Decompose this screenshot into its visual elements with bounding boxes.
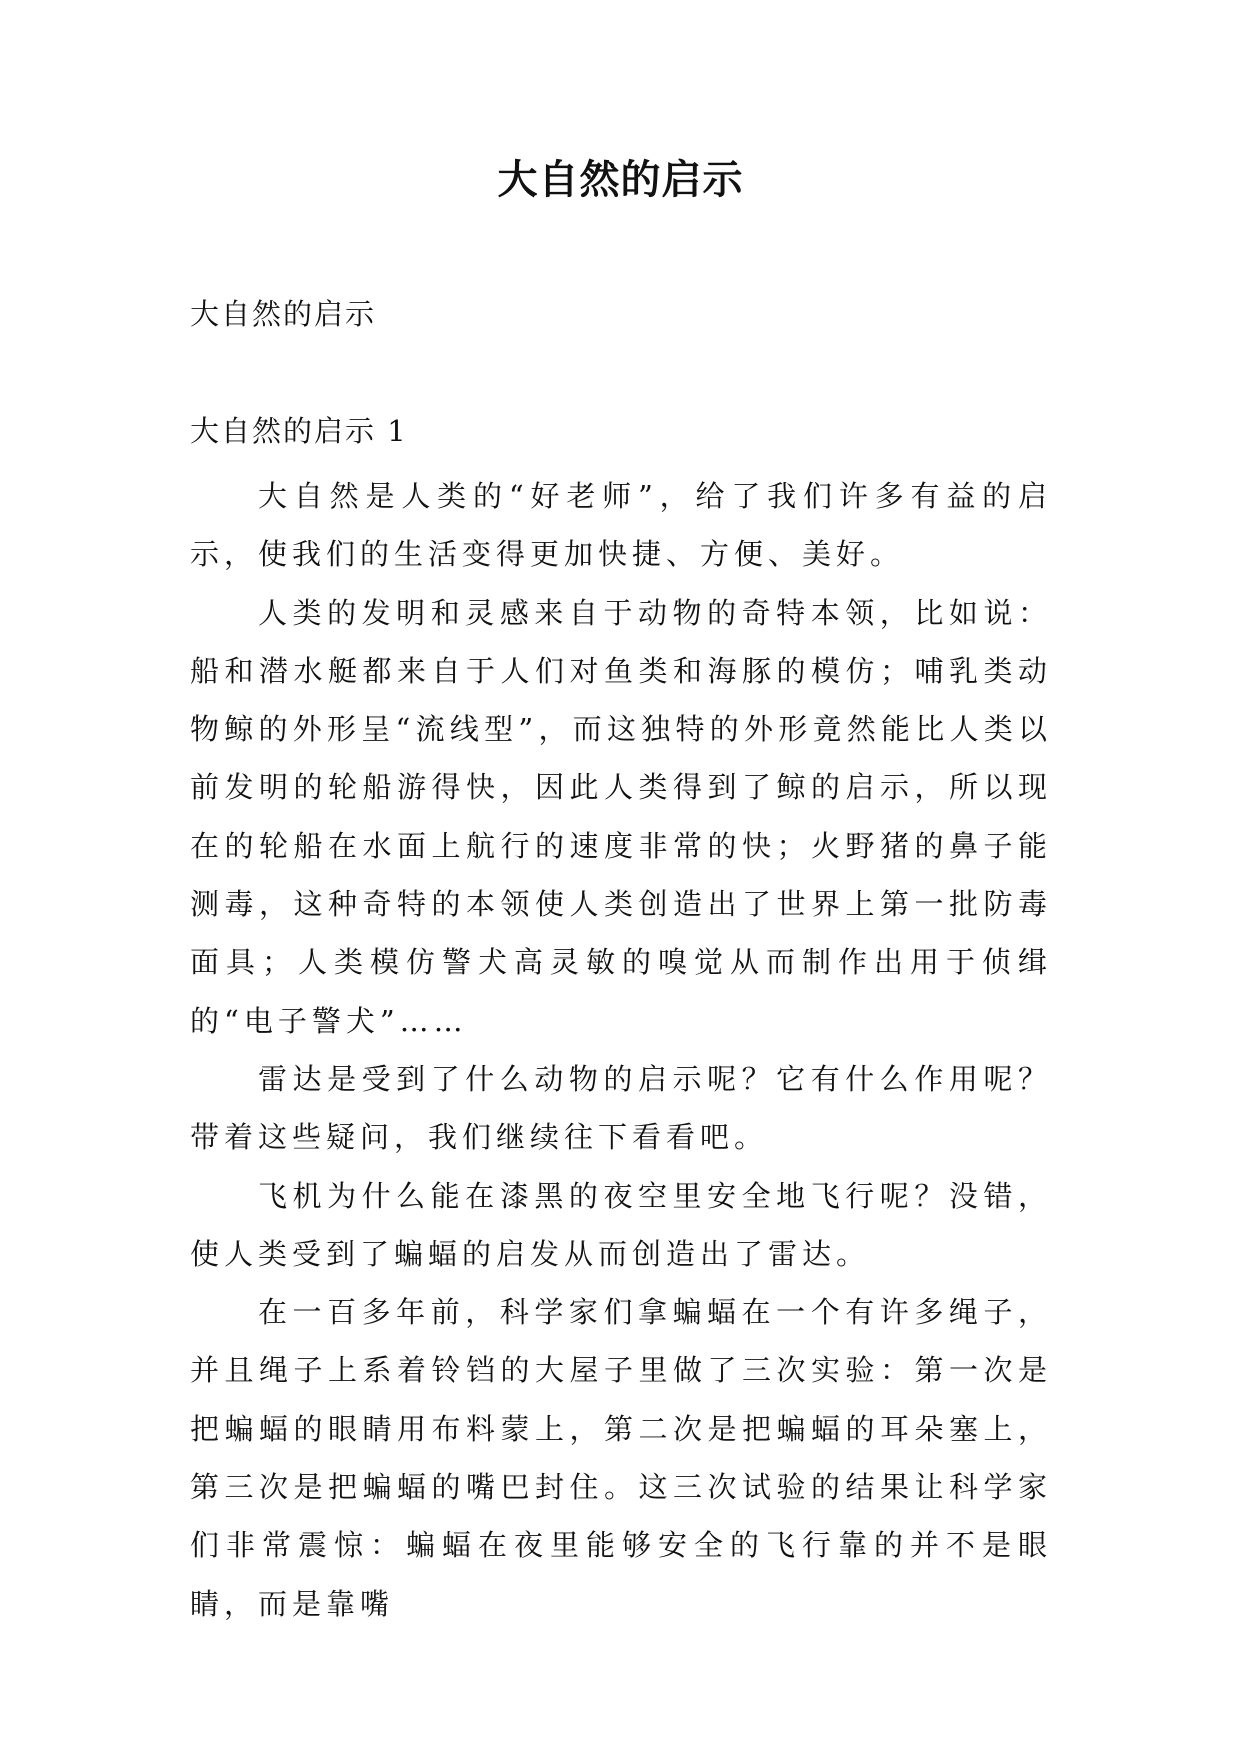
body-text: [190, 467, 1052, 1633]
paragraph-1: 大自然是人类的“好老师”，给了我们许多有益的启示，使我们的生活变得更加快捷、方便、美好。: [190, 479, 1052, 572]
section-heading: 大自然的启示 1: [190, 414, 408, 448]
document-subtitle: 大自然的启示: [190, 297, 377, 331]
paragraph-5: 在一百多年前，科学家们拿蝙蝠在一个有许多绳子，并且绳子上系着铃铛的大屋子里做了三次实验：第一次是把蝙蝠的眼睛用布料蒙上，第二次是把蝙蝠的耳朵塞上，第三次是把蝙蝠的嘴巴封住。这三次试验的结果让科学家们非常震惊：蝙蝠在夜里能够安全的飞行靠的并不是眼睛，而是靠嘴: [190, 1295, 1052, 1621]
paragraph-4: 飞机为什么能在漆黑的夜空里安全地飞行呢？没错，使人类受到了蝙蝠的启发从而创造出了雷达。: [190, 1178, 1052, 1271]
paragraph-2: 人类的发明和灵感来自于动物的奇特本领，比如说：船和潜水艇都来自于人们对鱼类和海豚的模仿；哺乳类动物鲸的外形呈“流线型”，而这独特的外形竟然能比人类以前发明的轮船游得快，因此人类得到了鲸的启示，所以现在的轮船在水面上航行的速度非常的快；火野猪的鼻子能测毒，这种奇特的本领使人类创造出了世界上第一批防毒面具；人类模仿警犬高灵敏的嗅觉从而制作出用于侦缉的“电子警犬”……: [190, 595, 1052, 1038]
document-title: 大自然的启示: [497, 157, 744, 203]
paragraph-3: 雷达是受到了什么动物的启示呢？它有什么作用呢？带着这些疑问，我们继续往下看看吧。: [190, 1061, 1052, 1155]
